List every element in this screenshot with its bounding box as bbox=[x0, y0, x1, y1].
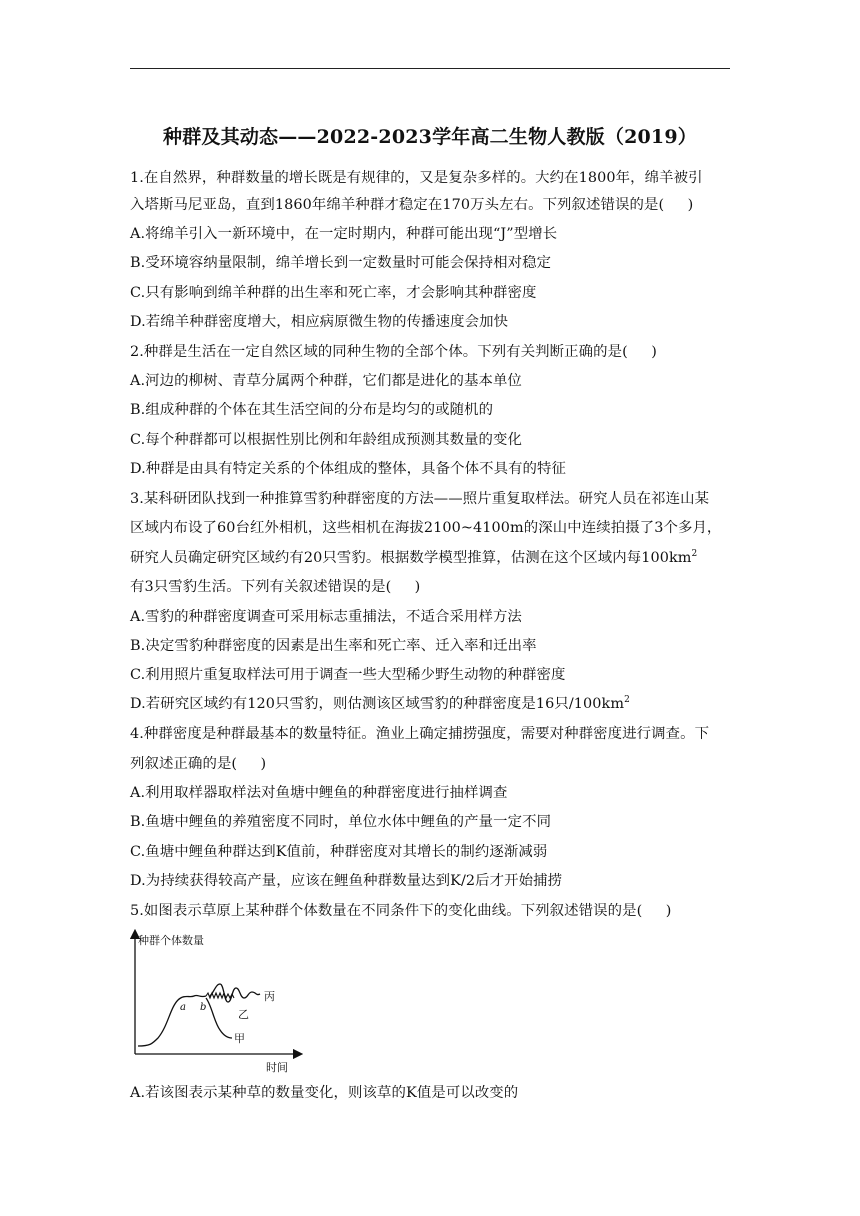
q3-option-b: B.决定雪豹种群密度的因素是出生率和死亡率、迁入率和迁出率 bbox=[130, 638, 537, 654]
q4-stem-line-1: 4.种群密度是种群最基本的数量特征。渔业上确定捕捞强度，需要对种群密度进行调查。下 bbox=[130, 726, 710, 742]
q3-option-a: A.雪豹的种群密度调查可采用标志重捕法，不适合采用样方法 bbox=[130, 609, 522, 625]
q5-stem-line-1: 5.如图表示草原上某种群个体数量在不同条件下的变化曲线。下列叙述错误的是( ) bbox=[130, 903, 672, 919]
q1-option-b: B.受环境容纳量限制，绵羊增长到一定数量时可能会保持相对稳定 bbox=[130, 255, 552, 271]
q3-option-d-text: D.若研究区域约有120只雪豹，则估测该区域雪豹的种群密度是16只/100km bbox=[130, 696, 625, 712]
q4-option-d: D.为持续获得较高产量，应该在鲤鱼种群数量达到K/2后才开始捕捞 bbox=[130, 873, 563, 889]
header-rule bbox=[130, 68, 730, 69]
q1-option-a: A.将绵羊引入一新环境中，在一定时期内，种群可能出现“J”型增长 bbox=[130, 226, 558, 242]
q1-option-c: C.只有影响到绵羊种群的出生率和死亡率，才会影响其种群密度 bbox=[130, 285, 537, 301]
q2-option-a: A.河边的柳树、青草分属两个种群，它们都是进化的基本单位 bbox=[130, 373, 522, 389]
q3-stem-line-1: 3.某科研团队找到一种推算雪豹种群密度的方法——照片重复取样法。研究人员在祁连山某 bbox=[130, 491, 710, 507]
population-curve-svg bbox=[120, 926, 320, 1076]
q2-option-c: C.每个种群都可以根据性别比例和年龄组成预测其数量的变化 bbox=[130, 432, 523, 448]
q4-stem-line-2: 列叙述正确的是( ) bbox=[130, 756, 267, 772]
q1-stem-line-2: 入塔斯马尼亚岛，直到1860年绵羊种群才稳定在170万头左右。下列叙述错误的是( ) bbox=[130, 197, 694, 213]
q3-option-d-superscript: 2 bbox=[624, 695, 630, 705]
q3-stem-line-3-text: 研究人员确定研究区域约有20只雪豹。根据数学模型推算，估测在这个区域内每100km bbox=[130, 550, 692, 566]
page-title: 种群及其动态——2022-2023学年高二生物人教版（2019） bbox=[163, 126, 697, 148]
q5-option-a: A.若该图表示某种草的数量变化，则该草的K值是可以改变的 bbox=[130, 1085, 519, 1101]
q3-option-c: C.利用照片重复取样法可用于调查一些大型稀少野生动物的种群密度 bbox=[130, 667, 566, 683]
population-curve-figure bbox=[120, 926, 320, 1076]
q3-option-d bbox=[130, 694, 740, 714]
q3-unit-superscript: 2 bbox=[691, 549, 698, 559]
curve-label-bing: 丙 bbox=[264, 990, 275, 1003]
y-axis-label: 种群个体数量 bbox=[138, 934, 204, 947]
point-label-b: b bbox=[200, 1002, 207, 1013]
curve-label-jia: 甲 bbox=[234, 1032, 245, 1045]
q1-stem-line-1: 1.在自然界，种群数量的增长既是有规律的，又是复杂多样的。大约在1800年，绵羊被引 bbox=[130, 170, 703, 186]
q3-stem-line-3 bbox=[130, 548, 740, 568]
curve-label-yi: 乙 bbox=[238, 1008, 249, 1021]
x-axis-label: 时间 bbox=[266, 1061, 288, 1074]
q2-option-d: D.种群是由具有特定关系的个体组成的整体，具备个体不具有的特征 bbox=[130, 461, 567, 477]
q4-option-a: A.利用取样器取样法对鱼塘中鲤鱼的种群密度进行抽样调查 bbox=[130, 785, 508, 801]
q3-stem-line-2: 区域内布设了60台红外相机，这些相机在海拔2100~4100m的深山中连续拍摄了3个多月， bbox=[130, 520, 722, 536]
q4-option-b: B.鱼塘中鲤鱼的养殖密度不同时，单位水体中鲤鱼的产量一定不同 bbox=[130, 814, 552, 830]
q4-option-c: C.鱼塘中鲤鱼种群达到K值前，种群密度对其增长的制约逐渐减弱 bbox=[130, 844, 548, 860]
q2-option-b: B.组成种群的个体在其生活空间的分布是均匀的或随机的 bbox=[130, 402, 494, 418]
q2-stem-line-1: 2.种群是生活在一定自然区域的同种生物的全部个体。下列有关判断正确的是( ) bbox=[130, 344, 657, 360]
curve-bing bbox=[210, 984, 260, 1002]
curve-base bbox=[138, 995, 206, 1046]
point-label-a: a bbox=[180, 1002, 186, 1013]
curve-jia bbox=[206, 998, 232, 1038]
q1-option-d: D.若绵羊种群密度增大，相应病原微生物的传播速度会加快 bbox=[130, 314, 509, 330]
q3-stem-line-4: 有3只雪豹生活。下列有关叙述错误的是( ) bbox=[130, 579, 421, 595]
